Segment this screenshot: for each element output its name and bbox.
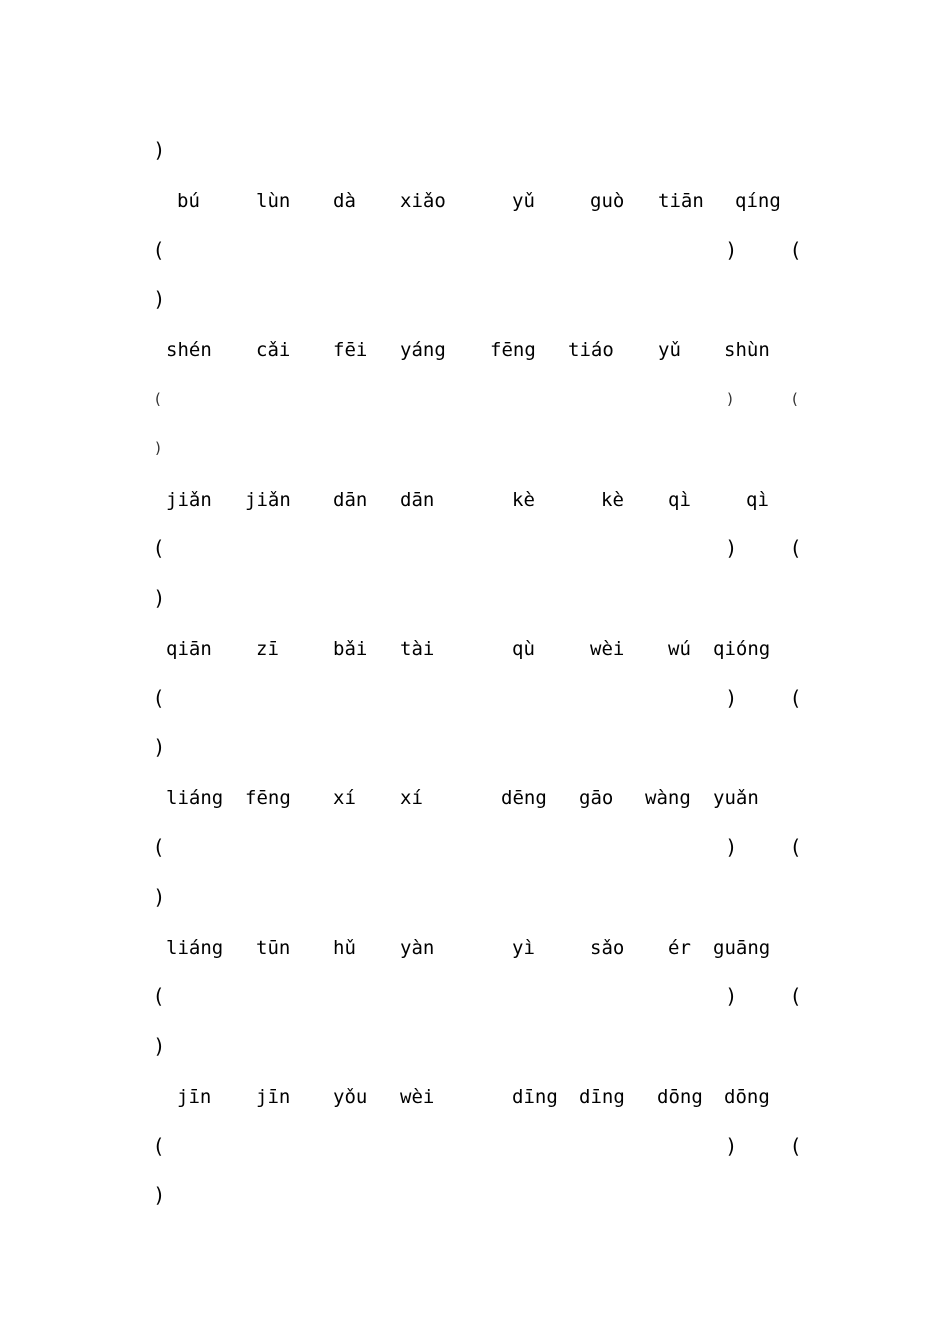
close-bracket: ) — [155, 735, 163, 759]
pinyin-word: fēng — [245, 787, 291, 809]
pinyin-word: kè — [512, 489, 535, 511]
close-bracket: ) — [727, 536, 735, 560]
open-bracket: ( — [792, 984, 800, 1008]
pinyin-word: xiǎo — [400, 190, 446, 212]
pinyin-word: dān — [400, 489, 435, 511]
pinyin-word: dīng — [579, 1086, 625, 1108]
open-bracket: ( — [792, 835, 800, 859]
close-bracket: ) — [155, 1183, 163, 1207]
close-bracket: ) — [155, 1034, 163, 1058]
pinyin-word: shùn — [724, 339, 770, 361]
pinyin-word: dīng — [512, 1086, 558, 1108]
bracket-line — [0, 583, 950, 613]
close-bracket: ) — [155, 586, 163, 610]
pinyin-row-7 — [0, 1082, 950, 1112]
pinyin-row-6 — [0, 933, 950, 963]
pinyin-word: wàng — [645, 787, 691, 809]
pinyin-row-2 — [0, 335, 950, 365]
pinyin-word: yǔ — [512, 190, 535, 212]
bracket-line — [0, 1031, 950, 1061]
pinyin-word: liáng — [166, 787, 224, 809]
pinyin-word: zī — [256, 638, 279, 660]
open-bracket: ( — [792, 536, 800, 560]
pinyin-row-4 — [0, 634, 950, 664]
pinyin-row-1 — [0, 186, 950, 216]
pinyin-word: shén — [166, 339, 212, 361]
pinyin-word: tài — [400, 638, 435, 660]
answer-bracket-line — [0, 384, 950, 414]
bracket-line — [0, 433, 950, 463]
pinyin-word: sǎo — [590, 937, 625, 959]
pinyin-word: lùn — [256, 190, 291, 212]
pinyin-word: qíng — [735, 190, 781, 212]
pinyin-word: fēi — [333, 339, 368, 361]
pinyin-word: yǒu — [333, 1086, 368, 1108]
pinyin-word: dà — [333, 190, 356, 212]
pinyin-word: qì — [746, 489, 769, 511]
pinyin-word: jīn — [256, 1086, 291, 1108]
pinyin-word: yuǎn — [713, 787, 759, 809]
pinyin-word: yàn — [400, 937, 435, 959]
answer-bracket-line — [0, 981, 950, 1011]
pinyin-word: tiáo — [568, 339, 614, 361]
answer-bracket-line — [0, 533, 950, 563]
pinyin-word: jīn — [177, 1086, 212, 1108]
pinyin-word: wú — [668, 638, 691, 660]
close-bracket: ) — [727, 835, 735, 859]
pinyin-word: dān — [333, 489, 368, 511]
pinyin-word: qì — [668, 489, 691, 511]
pinyin-word: dōng — [724, 1086, 770, 1108]
pinyin-word: wèi — [400, 1086, 435, 1108]
close-bracket: ) — [155, 885, 163, 909]
open-bracket: ( — [155, 686, 163, 710]
answer-bracket-line — [0, 832, 950, 862]
pinyin-word: dēng — [501, 787, 547, 809]
open-bracket: ( — [155, 984, 163, 1008]
pinyin-word: xí — [333, 787, 356, 809]
pinyin-word: yǔ — [658, 339, 681, 361]
pinyin-row-3 — [0, 485, 950, 515]
pinyin-row-5 — [0, 783, 950, 813]
open-bracket: ( — [792, 1134, 800, 1158]
bracket-line — [0, 135, 950, 165]
close-bracket: ) — [155, 287, 163, 311]
close-bracket: ) — [727, 984, 735, 1008]
pinyin-word: bú — [177, 190, 200, 212]
pinyin-word: wèi — [590, 638, 625, 660]
bracket-line — [0, 1180, 950, 1210]
open-bracket: ( — [155, 390, 161, 408]
close-bracket: ) — [155, 439, 161, 457]
close-bracket: ) — [727, 238, 735, 262]
answer-bracket-line — [0, 1131, 950, 1161]
open-bracket: ( — [792, 686, 800, 710]
pinyin-word: guò — [590, 190, 625, 212]
bracket-line — [0, 284, 950, 314]
pinyin-word: cǎi — [256, 339, 291, 361]
close-bracket: ) — [727, 686, 735, 710]
pinyin-word: guāng — [713, 937, 771, 959]
bracket-line — [0, 882, 950, 912]
bracket-line — [0, 732, 950, 762]
open-bracket: ( — [155, 835, 163, 859]
pinyin-word: qióng — [713, 638, 771, 660]
open-bracket: ( — [155, 238, 163, 262]
open-bracket: ( — [155, 536, 163, 560]
close-bracket: ) — [727, 1134, 735, 1158]
pinyin-word: tūn — [256, 937, 291, 959]
close-bracket: ) — [727, 390, 733, 408]
pinyin-word: dōng — [657, 1086, 703, 1108]
pinyin-word: fēng — [490, 339, 536, 361]
pinyin-word: qù — [512, 638, 535, 660]
pinyin-word: qiān — [166, 638, 212, 660]
answer-bracket-line — [0, 683, 950, 713]
pinyin-word: ér — [668, 937, 691, 959]
answer-bracket-line — [0, 235, 950, 265]
pinyin-word: gāo — [579, 787, 614, 809]
pinyin-word: xí — [400, 787, 423, 809]
open-bracket: ( — [792, 390, 798, 408]
pinyin-word: liáng — [166, 937, 224, 959]
pinyin-word: jiǎn — [166, 489, 212, 511]
close-bracket: ) — [155, 138, 163, 162]
pinyin-word: jiǎn — [245, 489, 291, 511]
pinyin-word: yì — [512, 937, 535, 959]
pinyin-word: hǔ — [333, 937, 356, 959]
open-bracket: ( — [792, 238, 800, 262]
open-bracket: ( — [155, 1134, 163, 1158]
pinyin-word: yáng — [400, 339, 446, 361]
pinyin-word: tiān — [658, 190, 704, 212]
pinyin-word: bǎi — [333, 638, 368, 660]
pinyin-word: kè — [601, 489, 624, 511]
